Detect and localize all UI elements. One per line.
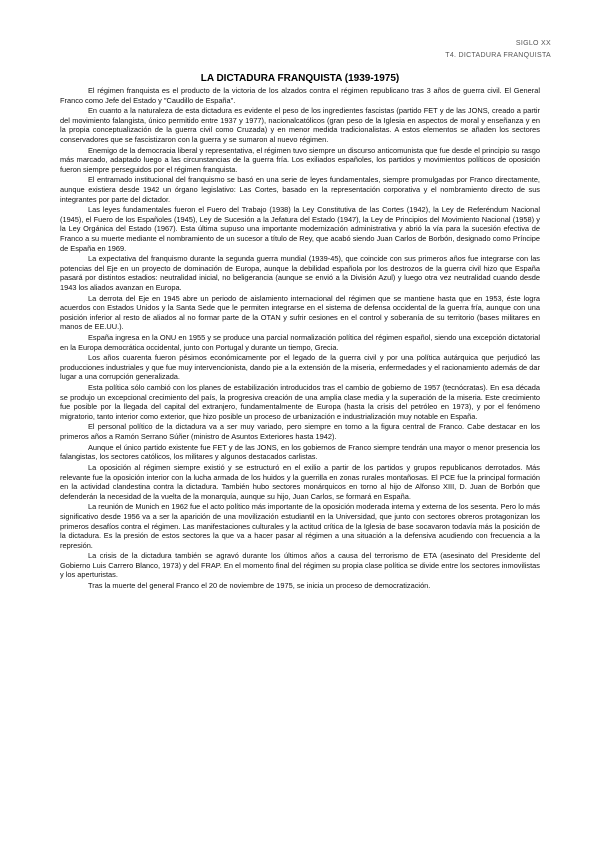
document-body [60,86,540,592]
paragraph: Tras la muerte del general Franco el 20 de noviembre de 1975, se inicia un proceso de democratización. [88,581,431,591]
paragraph: Esta política sólo cambió con los planes de estabilización introducidos tras el cambio de gobierno de 1957 (tecnócratas). En esa década se produjo un excepcional crecimiento del país, la progresiva creación de una amplia clase media y la superación de la miseria. Este crecimiento fue posible por la llegada del capital del extranjero, fundamentalmente de Europa (hasta la crisis del petróleo en 1973), y por el fenómeno migratorio, tanto interior como exterior, que hizo posible un proceso de urbanización e industrialización muy notable en España. [60,383,540,421]
paragraph: La derrota del Eje en 1945 abre un periodo de aislamiento internacional del régimen que se mantiene hasta que en 1953, éste logra acuerdos con Estados Unidos y la Santa Sede que le permiten integrarse en el sistema de defensa occidental de la guerra fría, aunque con una posición inferior al resto de aliados al no formar parte de la OTAN y sufrir cesiones en el control y soberanía de su territorio (bases militares en manos de EE.UU.). [60,293,540,332]
paragraph: El personal político de la dictadura va a ser muy variado, pero siempre en torno a la figura central de Franco. Cabe destacar en los primeros años a Ramón Serrano Súñer (ministro de Asuntos Exteriores hasta 1942). [60,422,540,442]
header-topic: T4. DICTADURA FRANQUISTA [445,52,551,59]
paragraph: La oposición al régimen siempre existió y se estructuró en el exilio a partir de los partidos y grupos republicanos derrotados. Más relevante fue la oposición interior con la lucha armada de los huidos y la guerrilla en zonas rurales montañosas. El PCE fue la principal formación en la actividad clandestina contra la dictadura. También hubo sectores monárquicos en torno al hijo de Alfonso XIII, D. Juan de Borbón que defenderán la necesidad de la vuelta de la monarquía, aunque su hijo, Juan Carlos, se formará en España. [60,463,540,501]
paragraph: La expectativa del franquismo durante la segunda guerra mundial (1939-45), que coincide con sus primeros años fue integrarse con las potencias del Eje en un proyecto de dominación de Europa, aunque la debilidad española por los destrozos de la guerra civil hizo que España pasará por distintos estadios: neutralidad inicial, no beligerancia (aunque se envió a la División Azul) y luego otra vez neutralidad cuando desde 1943 los aliados avanzan en Europa. [60,254,540,292]
header-subject: SIGLO XX [515,40,551,47]
paragraph: El entramado institucional del franquismo se basó en una serie de leyes fundamentales, siempre promulgadas por Franco directamente, aunque existiera desde 1942 un órgano legislativo: Las Cortes, basado en la representación corporativa y el nombramiento directo de sus integrantes por parte del dictador. [60,175,540,204]
paragraph: Los años cuarenta fueron pésimos económicamente por el legado de la guerra civil y por una política autárquica que perjudicó las producciones industriales y que fue muy intervencionista, dando pie a la extensión de la miseria, enfermedades y el racionamiento además de dar lugar a una corrupción generalizada. [60,353,540,382]
paragraph: Aunque el único partido existente fue FET y de las JONS, en los gobiernos de Franco siempre tendrán una mayor o menor presencia los falangistas, los sectores católicos, los militares y algunos destacados carlistas. [60,442,540,462]
page-header [445,38,551,62]
paragraph: El régimen franquista es el producto de la victoria de los alzados contra el régimen republicano tras 3 años de guerra civil. El General Franco como Jefe del Estado y "Caudillo de España". [60,86,540,105]
document-title: LA DICTADURA FRANQUISTA (1939-1975) [200,73,400,84]
paragraph: Enemigo de la democracia liberal y representativa, el régimen tuvo siempre un discurso anticomunista que fue desde el principio su rasgo más marcado, adaptado luego a las circunstancias de la guerra fría. Los exiliados españoles, los partidos y movimientos políticos de oposición fueron siempre perseguidos por el régimen franquista. [60,145,540,174]
paragraph: En cuanto a la naturaleza de esta dictadura es evidente el peso de los ingredientes fascistas (partido FET y de las JONS, creado a partir del movimiento falangista, único permitido entre 1937 y 1977), nacionalcatólicos (gran peso de la Iglesia en aspectos de moral y enseñanza y en la propia conceptualización de la guerra civil como Cruzada) y en menor medida tradicionalistas. A estos elementos se añaden los sectores conservadores que se fascistizaron con la guerra y se sumaron al nuevo régimen. [60,106,540,144]
paragraph: La reunión de Munich en 1962 fue el acto político más importante de la oposición moderada interna y externa de los sesenta. Pero lo más significativo desde 1956 va a ser la aparición de una movilización estudiantil en la Universidad, que junto con sectores obreros protagonizan los primeros desafíos contra el régimen. Las manifestaciones culturales y la actitud crítica de la Iglesia de base socavaron todavía más la posición de la dictadura. Es la presión de estos sectores la que va a hacer pasar al régimen a una situación a la defensiva acudiendo con frecuencia a la represión. [60,502,540,550]
paragraph: Las leyes fundamentales fueron el Fuero del Trabajo (1938) la Ley Constitutiva de las Cortes (1942), la Ley de Referéndum Nacional (1945), el Fuero de los Españoles (1945), Ley de Sucesión a la Jefatura del Estado (1947), la Ley de Principios del Movimiento Nacional (1958) y la Ley Orgánica del Estado (1967). Esta última supuso una importante modernización administrativa y abrió la vía para la sucesión efectiva de Franco a su muerte mediante el nombramiento de un sucesor a título de Rey, que acabó siendo Juan Carlos de Borbón, designado como Príncipe de España en 1969. [60,205,540,253]
paragraph: La crisis de la dictadura también se agravó durante los últimos años a causa del terrorismo de ETA (asesinato del Presidente del Gobierno Luis Carrero Blanco, 1973) y del FRAP. En el momento final del régimen su propia clase política se divide entre los sectores inmovilistas y los aperturistas. [60,551,540,580]
paragraph: España ingresa en la ONU en 1955 y se produce una parcial normalización política del régimen español, siendo una excepción dictatorial en la Europa democrática occidental, junto con Portugal y durante un tiempo, Grecia. [60,332,540,352]
